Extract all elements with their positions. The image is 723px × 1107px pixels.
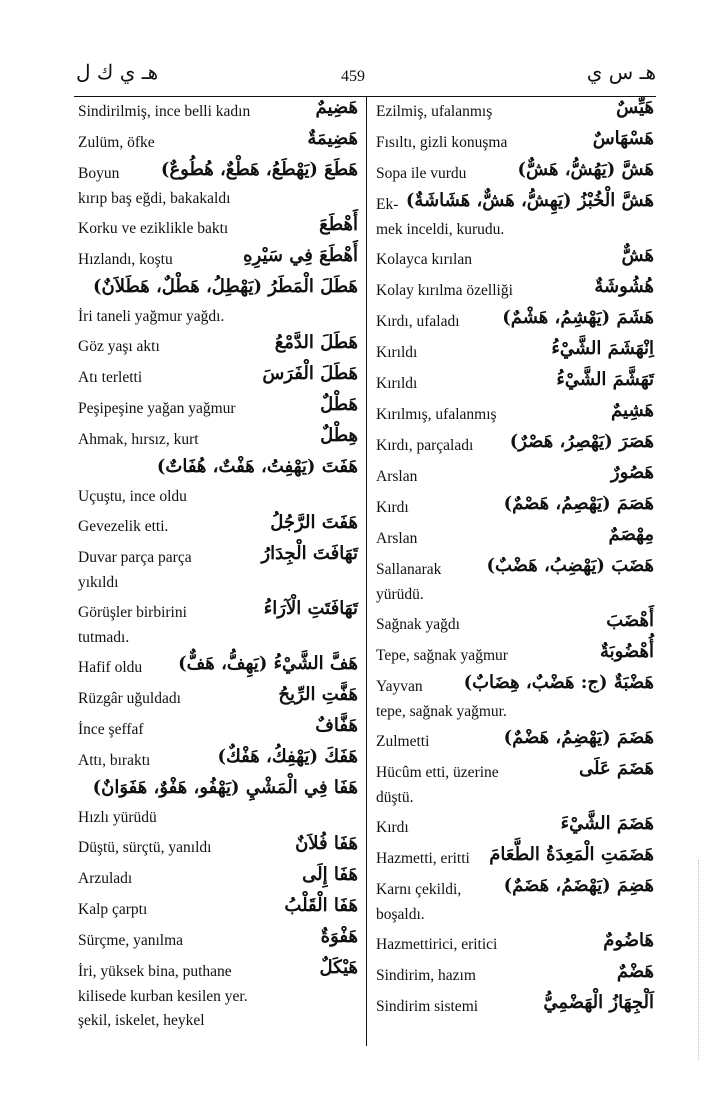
entry-headword: هَسْهَاسٌ bbox=[592, 128, 654, 149]
entry-headword: أَهْطَعَ فِي سَيْرِهِ bbox=[243, 245, 358, 266]
entry-headword: هَفَّافٌ bbox=[315, 715, 358, 736]
entry-definition-continued bbox=[374, 703, 656, 727]
entry-headword: هَضَمَ (يَهْضِمُ، هَضْمٌ) bbox=[503, 727, 654, 748]
entry-headword: هَفَا فِي الْمَشْيِ (يَهْفُو، هَفْوٌ، هَفَوَانٌ) bbox=[92, 777, 358, 798]
dictionary-entry bbox=[374, 961, 656, 992]
entry-definition: Korku ve eziklikle baktı bbox=[78, 220, 229, 237]
dictionary-entry bbox=[374, 844, 656, 875]
entry-definition: Sallanarak bbox=[376, 561, 442, 578]
entry-headword: تَهَافَتَ الْجِدَارُ bbox=[261, 543, 358, 564]
entry-definition: İnce şeffaf bbox=[78, 721, 144, 738]
entry-definition: Zulmetti bbox=[376, 733, 430, 750]
dictionary-entry bbox=[76, 214, 360, 245]
left-column bbox=[76, 97, 360, 1036]
entry-definition: Yayvan bbox=[376, 678, 423, 695]
entry-definition: Düştü, sürçtü, yanıldı bbox=[78, 839, 212, 856]
dictionary-entry bbox=[374, 369, 656, 400]
entry-definition: Ezilmiş, ufalanmış bbox=[376, 103, 493, 120]
entry-headword: هَضِمَ (يَهْضَمُ، هَضَمٌ) bbox=[503, 875, 654, 896]
entry-definition: Fısıltı, gizli konuşma bbox=[376, 134, 508, 151]
page-number: 459 bbox=[341, 68, 365, 85]
dictionary-entry bbox=[76, 684, 360, 715]
entry-headword: هَطَعَ (يَهْطَعُ، هَطْعٌ، هُطُوعٌ) bbox=[160, 159, 358, 180]
dictionary-entry bbox=[76, 715, 360, 746]
entry-headword: هَشَّ الْخُبْزُ (يَهِشُّ، هَشٌّ، هَشَاشَةٌ) bbox=[405, 190, 654, 211]
entry-headword: أَهْضَبَ bbox=[606, 610, 654, 631]
entry-headword: أُهْضُوبَةٌ bbox=[599, 641, 654, 662]
entry-headword: هَيْكَلٌ bbox=[319, 957, 358, 978]
entry-definition-text: mek inceldi, kurudu. bbox=[376, 221, 505, 238]
entry-arabic-line bbox=[76, 276, 360, 308]
dictionary-entry bbox=[76, 864, 360, 895]
dictionary-entry bbox=[374, 727, 656, 758]
dictionary-entry bbox=[76, 159, 360, 190]
dictionary-entry bbox=[374, 555, 656, 586]
dictionary-entry bbox=[374, 641, 656, 672]
dictionary-entry bbox=[76, 598, 360, 629]
entry-headword: هَفَا فُلاَنٌ bbox=[295, 833, 358, 854]
entry-headword: هَفْوَةٌ bbox=[320, 926, 358, 947]
dictionary-entry bbox=[76, 425, 360, 456]
dictionary-entry bbox=[76, 957, 360, 988]
entry-arabic-line bbox=[76, 777, 360, 809]
entry-definition-text: boşaldı. bbox=[376, 906, 425, 923]
dictionary-entry bbox=[76, 653, 360, 684]
entry-headword: هَفَا إِلَى bbox=[302, 864, 358, 885]
entry-definition: Kırdı bbox=[376, 819, 409, 836]
entry-definition-text: İri taneli yağmur yağdı. bbox=[78, 308, 225, 325]
entry-headword: هَفَا الْقَلْبُ bbox=[284, 895, 358, 916]
entry-definition: Duvar parça parça bbox=[78, 549, 192, 566]
entry-definition: Kırılmış, ufalanmış bbox=[376, 406, 497, 423]
entry-definition-continued bbox=[76, 574, 360, 598]
page-header bbox=[76, 60, 656, 92]
dictionary-entry bbox=[374, 813, 656, 844]
dictionary-entry bbox=[374, 431, 656, 462]
entry-definition-continued bbox=[76, 1012, 360, 1036]
entry-headword: مِهْصَمٌ bbox=[608, 524, 654, 545]
dictionary-entry bbox=[374, 672, 656, 703]
entry-definition-text: yıkıldı bbox=[78, 574, 119, 591]
entry-headword: هَضَمَ الشَّيْءَ bbox=[560, 813, 654, 834]
entry-definition: Boyun bbox=[78, 165, 120, 182]
entry-definition: Kalp çarptı bbox=[78, 901, 148, 918]
entry-definition: Sindirim, hazım bbox=[376, 967, 476, 984]
entry-definition: Hızlandı, koştu bbox=[78, 251, 173, 268]
entry-definition: Görüşler birbirini bbox=[78, 604, 187, 621]
entry-definition: Arslan bbox=[376, 468, 418, 485]
dictionary-entry bbox=[374, 190, 656, 221]
entry-definition: Arslan bbox=[376, 530, 418, 547]
entry-definition: Ahmak, hırsız, kurt bbox=[78, 431, 199, 448]
entry-definition-continued bbox=[76, 190, 360, 214]
entry-headword: هَفَّتِ الرِّيحُ bbox=[278, 684, 358, 705]
dictionary-entry bbox=[374, 610, 656, 641]
dictionary-entry bbox=[374, 97, 656, 128]
entry-definition: Atı terletti bbox=[78, 369, 143, 386]
entry-headword: اِنْهَشَمَ الشَّيْءُ bbox=[551, 338, 654, 359]
entry-headword: هَضَمَتِ الْمَعِدَةُ الطَّعَامَ bbox=[489, 844, 654, 865]
dictionary-entry bbox=[374, 875, 656, 906]
entry-definition: Peşipeşine yağan yağmur bbox=[78, 400, 236, 417]
entry-definition-text: kırıp baş eğdi, bakakaldı bbox=[78, 190, 231, 207]
entry-headword: هَشَّ (يَهُشُّ، هَشٌّ) bbox=[517, 159, 654, 180]
entry-definition-text: tutmadı. bbox=[78, 629, 130, 646]
dictionary-entry bbox=[374, 493, 656, 524]
dictionary-entry bbox=[76, 512, 360, 543]
entry-definition-continued bbox=[76, 488, 360, 512]
entry-definition-text: şekil, iskelet, heykel bbox=[78, 1012, 205, 1029]
entry-definition: Kolay kırılma özelliği bbox=[376, 282, 513, 299]
dictionary-entry bbox=[374, 159, 656, 190]
entry-headword: هَصَمَ (يَهْصِمُ، هَصْمٌ) bbox=[503, 493, 654, 514]
dictionary-entry bbox=[374, 400, 656, 431]
entry-definition: Karnı çekildi, bbox=[376, 881, 462, 898]
entry-headword: هَشِيمٌ bbox=[611, 400, 654, 421]
dictionary-entry bbox=[374, 930, 656, 961]
entry-definition: Sopa ile vurdu bbox=[376, 165, 467, 182]
entry-definition: İri, yüksek bina, puthane bbox=[78, 963, 232, 980]
dictionary-entry bbox=[76, 394, 360, 425]
entry-definition-continued bbox=[76, 629, 360, 653]
entry-definition-continued bbox=[374, 221, 656, 245]
entry-definition: Kırdı, ufaladı bbox=[376, 313, 460, 330]
entry-headword: هَضْمٌ bbox=[616, 961, 654, 982]
entry-definition: Kırıldı bbox=[376, 344, 418, 361]
entry-headword: هَضَبَ (يَهْضِبُ، هَضْبٌ) bbox=[486, 555, 654, 576]
entry-headword: هَيِّسٌ bbox=[616, 97, 654, 118]
entry-definition-text: tepe, sağnak yağmur. bbox=[376, 703, 507, 720]
entry-headword: هَضِيمَةٌ bbox=[307, 128, 358, 149]
column-divider bbox=[366, 96, 367, 1046]
entry-headword: تَهَشَّمَ الشَّيْءُ bbox=[556, 369, 654, 390]
dictionary-entry bbox=[374, 128, 656, 159]
entry-definition: Ek- bbox=[376, 196, 399, 213]
entry-headword: هَضِيمٌ bbox=[315, 97, 358, 118]
dictionary-entry bbox=[374, 276, 656, 307]
entry-definition: Rüzgâr uğuldadı bbox=[78, 690, 181, 707]
entry-definition-text: Hızlı yürüdü bbox=[78, 809, 157, 826]
dictionary-entry bbox=[76, 895, 360, 926]
entry-definition-text: yürüdü. bbox=[376, 586, 424, 603]
entry-definition: Arzuladı bbox=[78, 870, 133, 887]
dictionary-entry bbox=[76, 543, 360, 574]
entry-definition: Sindirilmiş, ince belli kadın bbox=[78, 103, 251, 120]
entry-definition-continued bbox=[374, 906, 656, 930]
entry-definition-continued bbox=[76, 988, 360, 1012]
dictionary-entry bbox=[76, 746, 360, 777]
entry-definition: Gevezelik etti. bbox=[78, 518, 169, 535]
entry-headword: هَطَلَ الْفَرَسَ bbox=[262, 363, 358, 384]
dictionary-entry bbox=[76, 332, 360, 363]
entry-headword: تَهَافَتَتِ الْآرَاءُ bbox=[263, 598, 358, 619]
entry-headword: اَلْجِهَازُ الْهَضْمِيُّ bbox=[543, 992, 654, 1013]
dictionary-entry bbox=[374, 338, 656, 369]
dictionary-entry bbox=[374, 462, 656, 493]
entry-headword: هَضْبَةٌ (ج: هَضْبٌ، هِضَابٌ) bbox=[463, 672, 654, 693]
entry-headword: هَشٌّ bbox=[621, 245, 654, 266]
entry-definition: Sürçme, yanılma bbox=[78, 932, 184, 949]
entry-headword: هَفَّ الشَّيْءُ (يَهِفُّ، هَفٌّ) bbox=[178, 653, 358, 674]
entry-definition: Göz yaşı aktı bbox=[78, 338, 160, 355]
entry-headword: هَضَمَ عَلَى bbox=[578, 758, 654, 779]
entry-definition: Kırıldı bbox=[376, 375, 418, 392]
entry-definition-continued bbox=[374, 789, 656, 813]
entry-headword: هَاضُومٌ bbox=[603, 930, 654, 951]
entry-definition: Tepe, sağnak yağmur bbox=[376, 647, 508, 664]
entry-headword: هُشُوشَةٌ bbox=[594, 276, 654, 297]
dictionary-entry bbox=[76, 97, 360, 128]
entry-headword: أَهْطَعَ bbox=[319, 214, 358, 235]
dictionary-entry bbox=[374, 758, 656, 789]
entry-headword: هَفَكَ (يَهْفِكُ، هَفْكٌ) bbox=[217, 746, 358, 767]
entry-headword: هَطَلَ الْمَطَرُ (يَهْطِلُ، هَطْلٌ، هَطَلاَنٌ) bbox=[92, 276, 358, 297]
entry-headword: هَصَرَ (يَهْصِرُ، هَصْرٌ) bbox=[509, 431, 654, 452]
entry-definition: Kırdı bbox=[376, 499, 409, 516]
dictionary-entry bbox=[374, 245, 656, 276]
entry-definition: Zulüm, öfke bbox=[78, 134, 155, 151]
dictionary-entry bbox=[76, 833, 360, 864]
entry-definition-continued bbox=[76, 308, 360, 332]
right-column bbox=[374, 97, 656, 1023]
entry-definition: Sağnak yağdı bbox=[376, 616, 460, 633]
dictionary-entry bbox=[76, 128, 360, 159]
dictionary-entry bbox=[374, 524, 656, 555]
entry-definition-continued bbox=[76, 809, 360, 833]
entry-headword: هَطَلَ الدَّمْعُ bbox=[274, 332, 358, 353]
entry-arabic-line bbox=[76, 456, 360, 488]
entry-definition: Hücûm etti, üzerine bbox=[376, 764, 499, 781]
entry-definition-continued bbox=[374, 586, 656, 610]
entry-definition: Hafif oldu bbox=[78, 659, 143, 676]
entry-headword: هَشَمَ (يَهْشِمُ، هَشْمٌ) bbox=[502, 307, 654, 328]
entry-definition: Hazmetti, eritti bbox=[376, 850, 470, 867]
dictionary-entry bbox=[76, 245, 360, 276]
entry-headword: هِطْلٌ bbox=[320, 425, 358, 446]
dictionary-entry bbox=[76, 363, 360, 394]
entry-definition: Hazmettirici, eritici bbox=[376, 936, 498, 953]
entry-definition: Kırdı, parçaladı bbox=[376, 437, 474, 454]
dictionary-entry bbox=[374, 992, 656, 1023]
entry-definition: Sindirim sistemi bbox=[376, 998, 479, 1015]
entry-definition: Attı, bıraktı bbox=[78, 752, 151, 769]
entry-definition: Kolayca kırılan bbox=[376, 251, 472, 268]
entry-definition-text: Uçuştu, ince oldu bbox=[78, 488, 187, 505]
page-edge-marks bbox=[698, 860, 700, 1060]
header-left-guide-word: هـ ي ك ل bbox=[76, 60, 159, 84]
dictionary-entry bbox=[374, 307, 656, 338]
entry-headword: هَفَتَ (يَهْفِتُ، هَفْتٌ، هُفَاتٌ) bbox=[156, 456, 358, 477]
dictionary-entry bbox=[76, 926, 360, 957]
entry-headword: هَصُورٌ bbox=[610, 462, 654, 483]
entry-definition-text: kilisede kurban kesilen yer. bbox=[78, 988, 248, 1005]
header-right-guide-word: هـ س ي bbox=[586, 60, 656, 84]
entry-headword: هَطْلٌ bbox=[320, 394, 358, 415]
entry-definition-text: düştü. bbox=[376, 789, 414, 806]
entry-headword: هَفَتَ الرَّجُلُ bbox=[270, 512, 358, 533]
